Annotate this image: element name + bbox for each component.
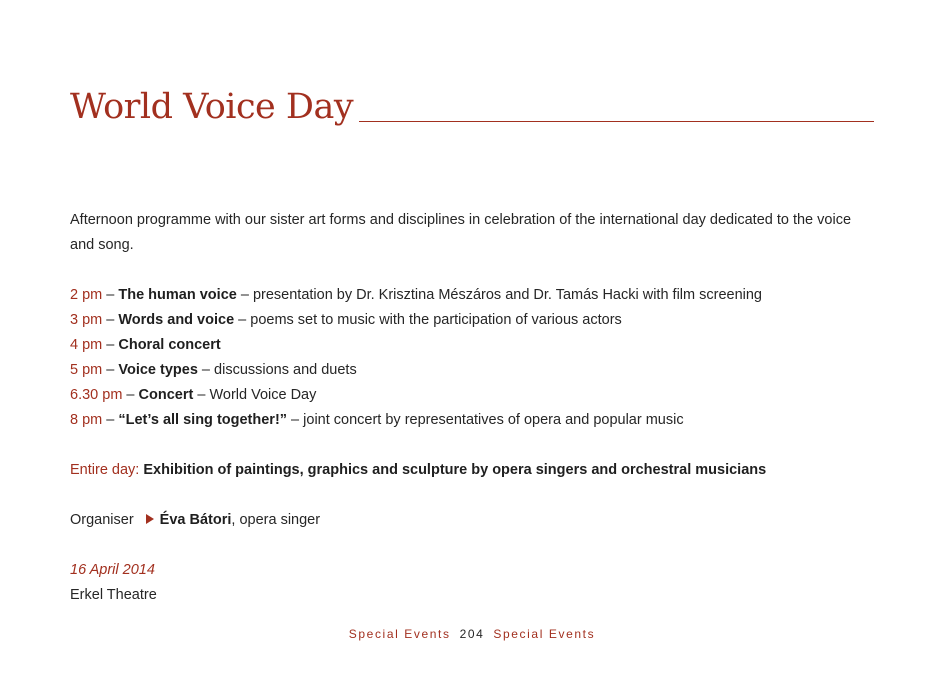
footer-section-left: Special Events bbox=[348, 627, 451, 641]
schedule-time: 2 pm bbox=[70, 287, 103, 303]
schedule-separator: – bbox=[102, 412, 119, 428]
schedule-separator: – bbox=[122, 387, 139, 403]
schedule-event: Choral concert bbox=[118, 337, 221, 353]
schedule-event: “Let’s all sing together!” bbox=[118, 412, 288, 428]
page-number: 204 bbox=[459, 627, 485, 641]
exhibition-text: Exhibition of paintings, graphics and sculpture by opera singers and orchestral musicians bbox=[139, 462, 767, 478]
schedule-detail: – discussions and duets bbox=[197, 362, 357, 378]
schedule-item bbox=[70, 358, 870, 383]
exhibition-label: Entire day: bbox=[70, 462, 140, 478]
organiser-label: Organiser bbox=[70, 512, 134, 528]
schedule-item bbox=[70, 383, 870, 408]
schedule-detail: – joint concert by representatives of opera and popular music bbox=[287, 412, 684, 428]
schedule-item bbox=[70, 408, 870, 433]
schedule-separator: – bbox=[102, 337, 119, 353]
footer-section-right: Special Events bbox=[493, 627, 596, 641]
schedule-list bbox=[70, 283, 870, 433]
schedule-time: 4 pm bbox=[70, 337, 103, 353]
schedule-event: Words and voice bbox=[118, 312, 235, 328]
schedule-time: 8 pm bbox=[70, 412, 103, 428]
schedule-event: The human voice bbox=[118, 287, 237, 303]
title-row bbox=[70, 87, 874, 127]
page-title: World Voice Day bbox=[70, 87, 354, 127]
schedule-detail: – presentation by Dr. Krisztina Mészáros and Dr. Tamás Hacki with film screening bbox=[236, 287, 762, 303]
intro-paragraph: Afternoon programme with our sister art forms and disciplines in celebration of the international day dedicated to the voice and song. bbox=[70, 212, 852, 253]
schedule-detail: – World Voice Day bbox=[193, 387, 317, 403]
schedule-event: Voice types bbox=[118, 362, 198, 378]
schedule-separator: – bbox=[102, 287, 119, 303]
schedule-item bbox=[70, 283, 870, 308]
organiser-role: , opera singer bbox=[231, 512, 321, 528]
schedule-time: 5 pm bbox=[70, 362, 103, 378]
exhibition-line bbox=[70, 458, 870, 483]
schedule-detail: – poems set to music with the participation of various actors bbox=[234, 312, 622, 328]
schedule-event: Concert bbox=[138, 387, 194, 403]
content bbox=[70, 208, 870, 608]
schedule-time: 3 pm bbox=[70, 312, 103, 328]
schedule-time: 6.30 pm bbox=[70, 387, 123, 403]
organiser-line bbox=[70, 508, 870, 533]
schedule-separator: – bbox=[102, 362, 119, 378]
schedule-item bbox=[70, 308, 870, 333]
organiser-name: Éva Bátori bbox=[159, 512, 232, 528]
page-footer bbox=[0, 627, 944, 641]
schedule-separator: – bbox=[102, 312, 119, 328]
schedule-item bbox=[70, 333, 870, 358]
event-date: 16 April 2014 bbox=[70, 562, 155, 578]
title-rule bbox=[359, 121, 874, 122]
arrow-right-icon bbox=[146, 514, 154, 524]
event-venue: Erkel Theatre bbox=[70, 587, 157, 603]
